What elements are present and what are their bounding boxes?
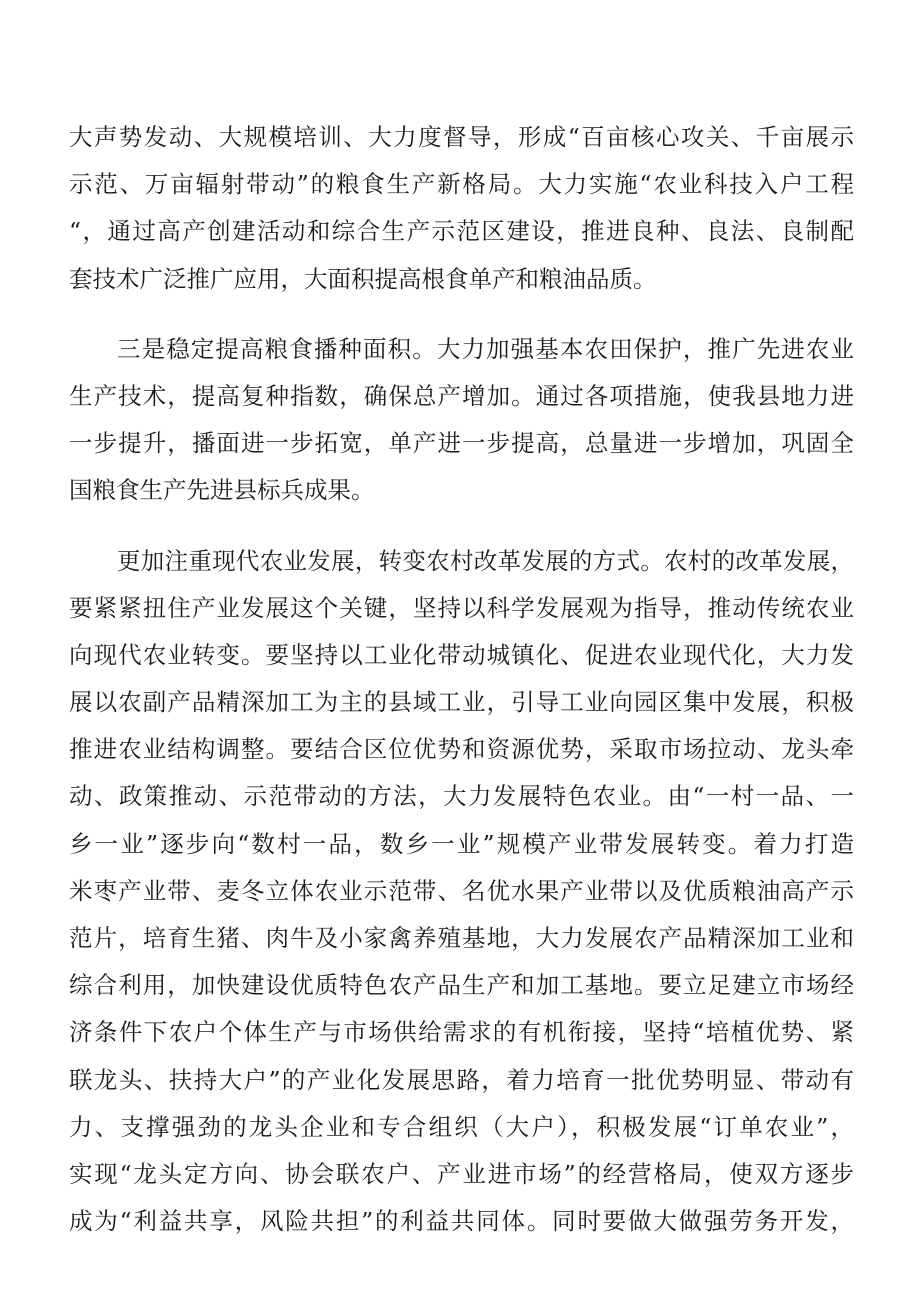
text-line: 示范、万亩辐射带动”的粮食生产新格局。大力实施“农业科技入户工程 bbox=[69, 170, 854, 199]
paragraph-3 bbox=[69, 538, 854, 1246]
text-line: 实现“龙头定方向、协会联农户、产业进市场”的经营格局，使双方逐步 bbox=[69, 1159, 854, 1188]
text-line: 范片，培育生猪、肉牛及小家禽养殖基地，大力发展农产品精深加工业和 bbox=[69, 924, 854, 952]
text-line: 大声势发动、大规模培训、大力度督导，形成“百亩核心攻关、千亩展示 bbox=[69, 123, 854, 151]
text-line: 三是稳定提高粮食播种面积。大力加强基本农田保护，推广先进农业 bbox=[117, 334, 854, 363]
text-line: 乡一业”逐步向“数村一品，数乡一业”规模产业带发展转变。着力打造 bbox=[69, 829, 854, 858]
text-line: 成为“利益共享，风险共担”的利益共同体。同时要做大做强劳务开发， bbox=[69, 1207, 854, 1236]
text-line: 生产技术，提高复种指数，确保总产增加。通过各项措施，使我县地力进 bbox=[69, 381, 854, 410]
text-line: “，通过高产创建活动和综合生产示范区建设，推进良种、良法、良制配 bbox=[69, 217, 854, 246]
text-line: 力、支撑强劲的龙头企业和专合组织（大户），积极发展“订单农业”， bbox=[69, 1112, 854, 1141]
text-line: 向现代农业转变。要坚持以工业化带动城镇化、促进农业现代化，大力发 bbox=[69, 640, 854, 669]
text-line: 综合利用，加快建设优质特色农产品生产和加工基地。要立足建立市场经 bbox=[69, 971, 854, 1000]
text-line: 展以农副产品精深加工为主的县域工业，引导工业向园区集中发展，积极 bbox=[69, 688, 854, 717]
text-line: 推进农业结构调整。要结合区位优势和资源优势，采取市场拉动、龙头牵 bbox=[69, 735, 854, 764]
text-line: 济条件下农户个体生产与市场供给需求的有机衔接，坚持“培植优势、紧 bbox=[69, 1018, 854, 1047]
text-line: 动、政策推动、示范带动的方法，大力发展特色农业。由“一村一品、一 bbox=[69, 782, 854, 811]
document-body bbox=[69, 114, 854, 1245]
text-line: 要紧紧扭住产业发展这个关键，坚持以科学发展观为指导，推动传统农业 bbox=[69, 593, 854, 622]
paragraph-1 bbox=[69, 114, 854, 303]
text-line: 更加注重现代农业发展，转变农村改革发展的方式。农村的改革发展， bbox=[117, 546, 854, 575]
paragraph-spacer bbox=[69, 515, 854, 538]
text-line: 一步提升，播面进一步拓宽，单产进一步提高，总量进一步增加，巩固全 bbox=[69, 429, 854, 458]
paragraph-spacer bbox=[69, 303, 854, 326]
paragraph-2 bbox=[69, 326, 854, 515]
text-line: 联龙头、扶持大户”的产业化发展思路，着力培育一批优势明显、带动有 bbox=[69, 1065, 854, 1094]
text-line: 米枣产业带、麦冬立体农业示范带、名优水果产业带以及优质粮油高产示 bbox=[69, 876, 854, 905]
text-line: 国粮食生产先进县标兵成果。 bbox=[69, 476, 375, 505]
text-line: 套技术广泛推广应用，大面积提高根食单产和粮油品质。 bbox=[69, 264, 657, 293]
